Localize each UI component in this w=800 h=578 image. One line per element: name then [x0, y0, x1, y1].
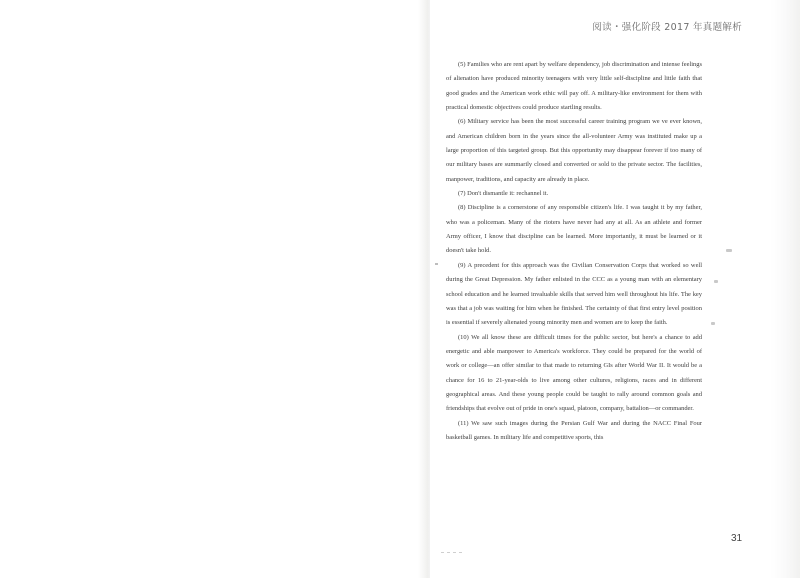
running-header: 阅读・强化阶段 2017 年真题解析 — [592, 22, 742, 33]
page-fore-edge — [770, 0, 800, 578]
margin-speck — [711, 322, 715, 325]
paragraph-6: (6) Military service has been the most successful career training program we ve ever known, and American children born in the years since the all-volunteer Army was instituted make up a large proportion of this targeted group. But this opportunity may disappear forever if too many of our military bases are summarily closed and converted or sold to the private sector. The facilities, manpower, traditions, and capacity are already in place. — [446, 118, 702, 183]
gutter-speck — [435, 263, 438, 265]
paragraph-11: (11) We saw such images during the Persian Gulf War and during the NACC Final Four basketball games. In military life and competitive sports, this — [446, 419, 702, 441]
margin-speck — [726, 249, 732, 252]
article-body — [446, 58, 702, 445]
footer-speck — [441, 552, 465, 553]
paragraph-5: (5) Families who are rent apart by welfare dependency, job discrimination and intense feelings of alienation have produced minority teenagers with very little self-discipline and little faith that good grades and the American work ethic will pay off. A military-like environment for them with practical domestic objectives could produce startling results. — [446, 61, 702, 112]
paragraph-7: (7) Don't dismantle it: rechannel it. — [458, 190, 549, 198]
paragraph-10: (10) We all know these are difficult times for the public sector, but here's a chance to add energetic and able manpower to America's workforce. They could be prepared for the world of work or college—an offer similar to that made to returning GIs after World War II. It would be a chance for 16 to 21-year-olds to live among other cultures, religions, races and in different geographical areas. And these young people could be taught to rally around common goals and friendships that evolve out of pride in one's squad, platoon, company, battalion—or commander. — [446, 333, 702, 413]
paragraph-9: (9) A precedent for this approach was the Civilian Conservation Corps that worked so well during the Great Depression. My father enlisted in the CCC as a young man with an elementary school education and he learned invaluable skills that served him well throughout his life. The key was that a job was waiting for him when he finished. The certainty of that first entry level position is essential if severely alienated young minority men and women are to keep the faith. — [446, 261, 702, 327]
paragraph-8: (8) Discipline is a cornerstone of any responsible citizen's life. I was taught it by my father, who was a policeman. Many of the rioters have never had any at all. As an athlete and former Army officer, I know that discipline can be learned. More importantly, it must be learned or it doesn't take hold. — [446, 204, 702, 255]
page-number: 31 — [731, 533, 743, 544]
margin-speck — [714, 280, 718, 283]
